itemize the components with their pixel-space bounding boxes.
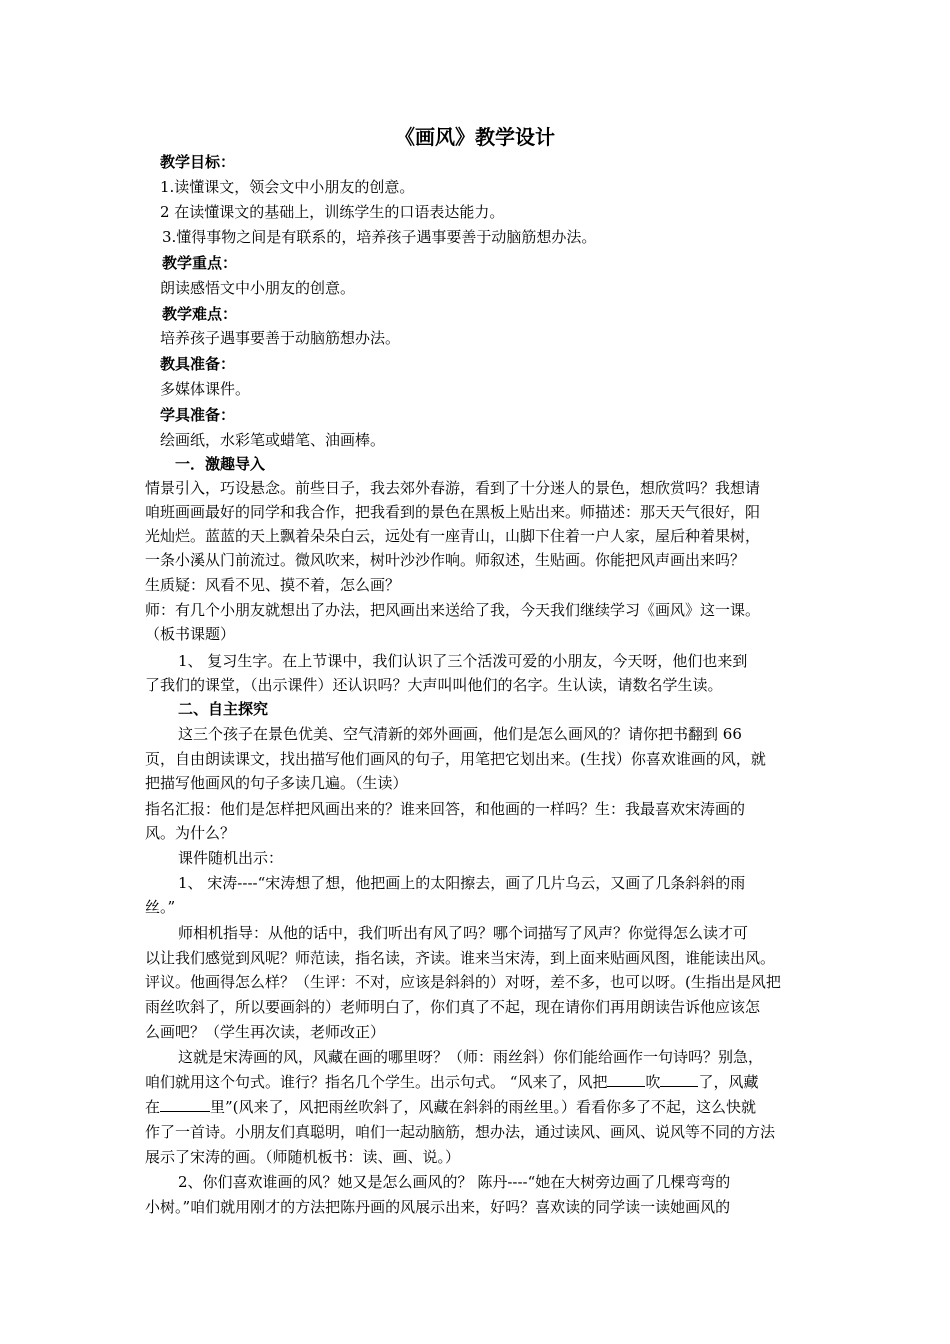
key-points-text: 朗读感悟文中小朋友的创意。	[160, 279, 356, 297]
heading-difficulties: 教学难点：	[162, 305, 238, 323]
paragraph-line: 作了一首诗。小朋友们真聪明，咱们一起动脑筋，想办法，通过读风、画风、说风等不同的方法	[145, 1123, 776, 1141]
student-tools-text: 绘画纸，水彩笔或蜡笔、油画棒。	[160, 431, 386, 449]
paragraph-line: 这三个孩子在景色优美、空气清新的郊外画画，他们是怎么画风的？请你把书翻到 66	[178, 725, 742, 743]
paragraph-line: 光灿烂。蓝蓝的天上飘着朵朵白云，远处有一座青山，山脚下住着一户人家，屋后种着果树，	[145, 527, 761, 545]
sentence-pattern-text: 吹	[645, 1073, 661, 1091]
paragraph-line: 风。为什么？	[145, 824, 236, 842]
sentence-pattern-text: 了，风藏	[698, 1073, 759, 1091]
paragraph-line: 以让我们感觉到风呢？师范读，指名读，齐读。谁来当宋涛，到上面来贴画风图，谁能读出风。	[145, 949, 776, 967]
sentence-pattern-text: 咱们就用这个句式。谁行？指名几个学生。出示句式。 “风来了，风把	[145, 1073, 608, 1091]
heading-key-points: 教学重点：	[162, 254, 238, 272]
paragraph-line: 丝。”	[145, 898, 176, 916]
paragraph-line: 了我们的课堂，（出示课件）还认识吗？大声叫叫他们的名字。生认读，请数名学生读。	[145, 676, 723, 694]
heading-objectives: 教学目标：	[160, 153, 236, 171]
fill-blank	[160, 1097, 210, 1112]
document-title: 《画风》教学设计	[395, 125, 555, 149]
paragraph-line: 一条小溪从门前流过。微风吹来，树叶沙沙作响。师叙述，生贴画。你能把风声画出来吗？	[145, 551, 746, 569]
paragraph-line: 情景引入，巧设悬念。前些日子，我去郊外春游，看到了十分迷人的景色，想欣赏吗？我想请	[145, 479, 761, 497]
paragraph-line: 把描写他画风的句子多读几遍。（生读）	[145, 774, 408, 792]
objective-3: 3.懂得事物之间是有联系的，培养孩子遇事要善于动脑筋想办法。	[162, 228, 597, 246]
section-heading-2: 二、自主探究	[178, 700, 269, 718]
fill-blank	[607, 1072, 645, 1087]
paragraph-line: 指名汇报：他们是怎样把风画出来的？谁来回答，和他画的一样吗？生：我最喜欢宋涛画的	[145, 800, 746, 818]
paragraph-line: 这就是宋涛画的风，风藏在画的哪里呀？（师：雨丝斜）你们能给画作一句诗吗？别急，	[178, 1048, 764, 1066]
paragraph-line: （板书课题）	[145, 625, 236, 643]
heading-student-tools: 学具准备：	[160, 406, 236, 424]
objective-1: 1.读懂课文，领会文中小朋友的创意。	[160, 178, 415, 196]
fill-blank	[660, 1072, 698, 1087]
sentence-pattern-text: 里”(风来了，风把雨丝吹斜了，风藏在斜斜的雨丝里。）看看你多了不起，这么快就	[210, 1098, 757, 1116]
paragraph-line: 雨丝吹斜了，所以要画斜的）老师明白了，你们真了不起，现在请你们再用朗读告诉他应该怎	[145, 998, 761, 1016]
teaching-tools-text: 多媒体课件。	[160, 380, 251, 398]
difficulties-text: 培养孩子遇事要善于动脑筋想办法。	[160, 329, 401, 347]
paragraph-line	[145, 1095, 756, 1119]
paragraph-line: 课件随机出示：	[178, 849, 284, 867]
paragraph-line: 咱班画画最好的同学和我合作，把我看到的景色在黑板上贴出来。师描述：那天天气很好，阳	[145, 503, 761, 521]
paragraph-line: 么画吧？（学生再次读，老师改正）	[145, 1023, 386, 1041]
paragraph-line: 2、你们喜欢谁画的风？她又是怎么画风的？ 陈丹----“她在大树旁边画了几棵弯弯的	[178, 1173, 731, 1191]
paragraph-line: 评议。他画得怎么样？（生评：不对，应该是斜斜的）对呀，差不多，也可以呀。(生指出是风把	[145, 973, 781, 991]
paragraph-line: 页，自由朗读课文，找出描写他们画风的句子，用笔把它划出来。(生找）你喜欢谁画的风，就	[145, 750, 766, 768]
paragraph-line	[145, 1070, 758, 1094]
section-heading-1: 一．激趣导入	[175, 455, 266, 473]
paragraph-line: 1、 宋涛----“宋涛想了想，他把画上的太阳擦去，画了几片乌云，又画了几条斜斜的雨	[178, 874, 746, 892]
sentence-pattern-text: 在	[145, 1098, 161, 1116]
paragraph-line: 1、 复习生字。在上节课中，我们认识了三个活泼可爱的小朋友，今天呀，他们也来到	[178, 652, 748, 670]
paragraph-line: 师：有几个小朋友就想出了办法，把风画出来送给了我，今天我们继续学习《画风》这一课。	[145, 601, 761, 619]
paragraph-line: 师相机指导：从他的话中，我们听出有风了吗？哪个词描写了风声？你觉得怎么读才可	[178, 924, 749, 942]
paragraph-line: 小树。”咱们就用刚才的方法把陈丹画的风展示出来，好吗？喜欢读的同学读一读她画风的	[145, 1198, 731, 1216]
objective-2: 2 在读懂课文的基础上，训练学生的口语表达能力。	[160, 203, 505, 221]
paragraph-line: 展示了宋涛的画。（师随机板书：读、画、说。）	[145, 1148, 461, 1166]
heading-teaching-tools: 教具准备：	[160, 355, 236, 373]
paragraph-line: 生质疑：风看不见、摸不着，怎么画？	[145, 576, 401, 594]
